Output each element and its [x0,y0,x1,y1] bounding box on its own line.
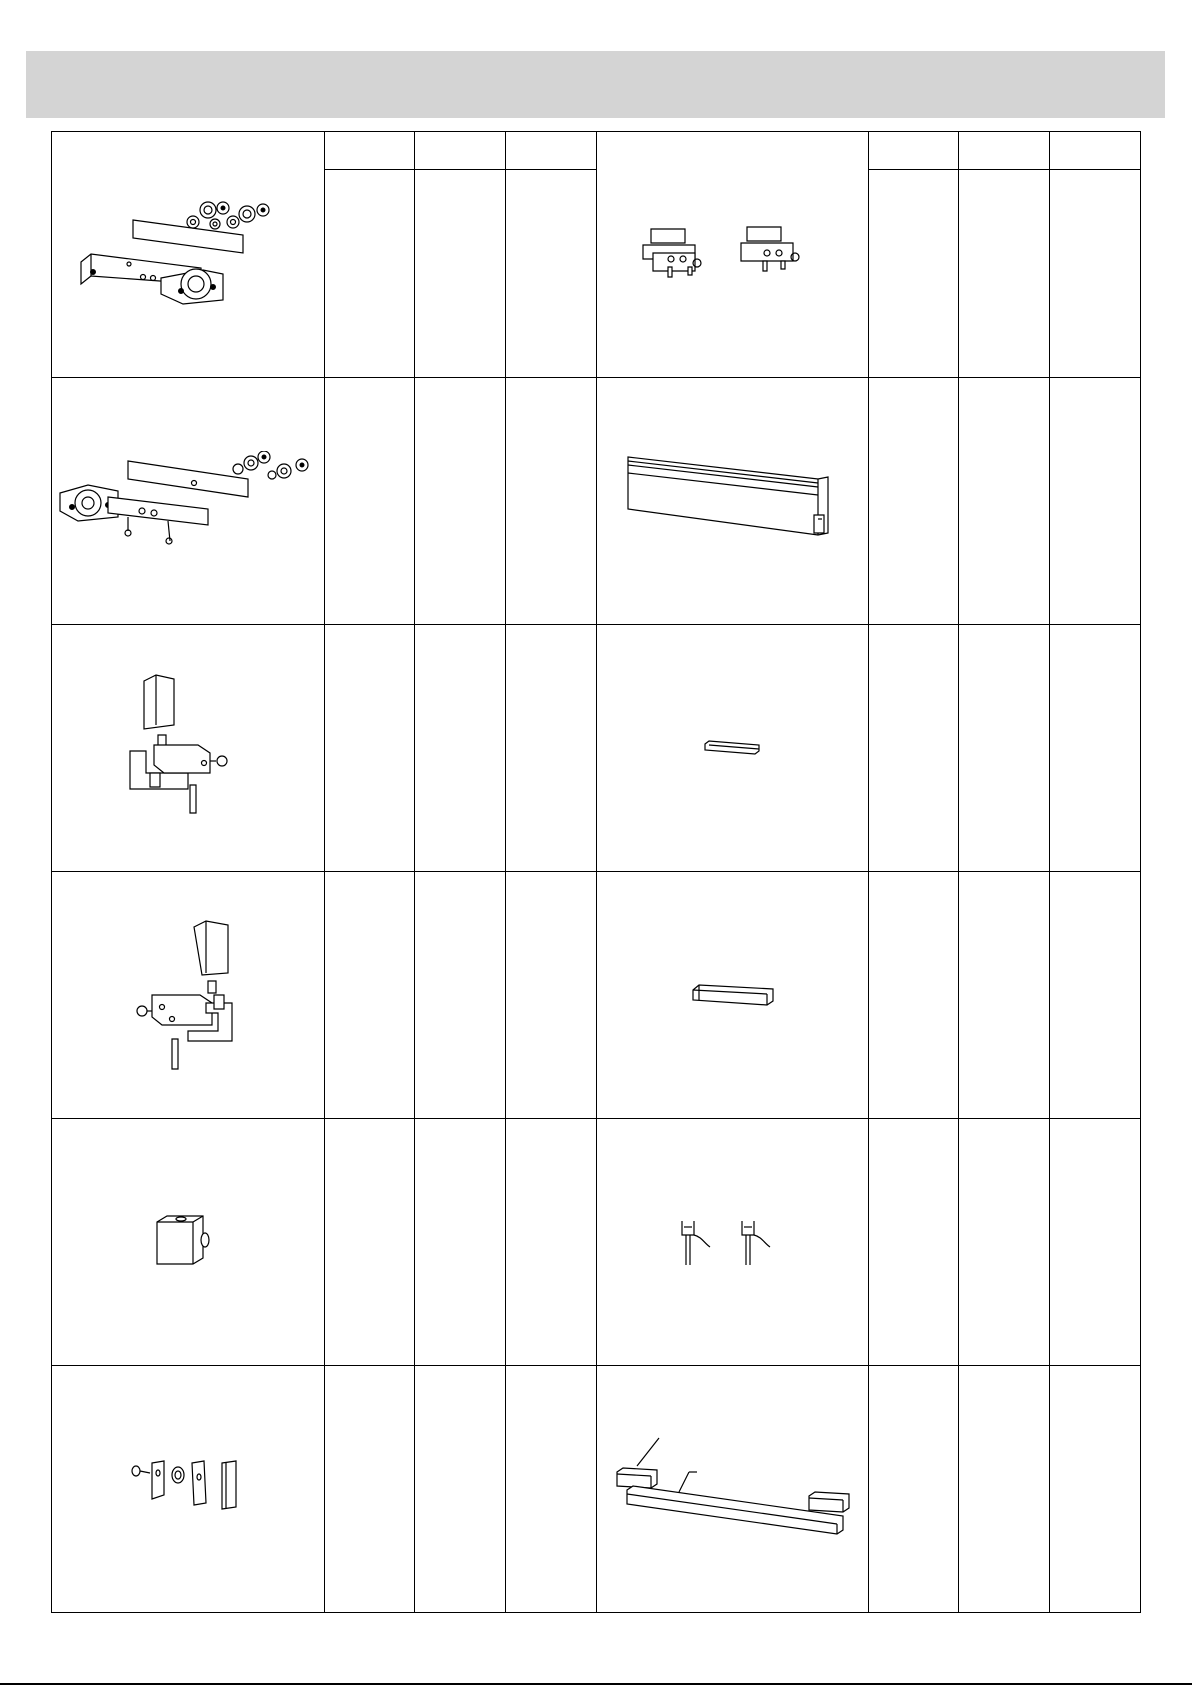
part-image-cell [597,378,869,625]
table-cell [506,1119,597,1366]
table-cell [869,1119,959,1366]
table-cell [325,872,415,1119]
table-row [52,625,1141,872]
part-image-cell [597,1119,869,1366]
table-cell [415,132,506,170]
table-cell [415,625,506,872]
table-cell [959,872,1050,1119]
part-image-cell [52,132,325,378]
table-cell [959,170,1050,378]
table-row [52,378,1141,625]
table-cell [506,170,597,378]
table-cell [506,872,597,1119]
table-cell [869,1366,959,1613]
floor-guide-bracket-icon [128,673,248,823]
table-cell [869,625,959,872]
part-image-cell [52,1366,325,1613]
part-image-cell [597,625,869,872]
table-cell [325,132,415,170]
table-cell [959,378,1050,625]
stopper-block-icon [153,1212,223,1272]
table-cell [959,132,1050,170]
top-roller-bracket-left-icon [58,451,318,551]
table-row [52,872,1141,1119]
table-cell [959,1119,1050,1366]
table-cell [1050,1366,1141,1613]
table-cell [959,625,1050,872]
handle-knob-icon [128,1459,248,1519]
part-image-cell [52,1119,325,1366]
header-band [26,51,1165,118]
glass-clamp-icon [633,215,833,295]
table-row [52,132,1141,170]
top-rail-profile-icon [618,451,848,551]
table-cell [325,1119,415,1366]
thin-strip-icon [703,738,763,758]
table-row [52,1366,1141,1613]
bottom-track-icon [613,1434,853,1544]
table-cell [1050,378,1141,625]
table-cell [415,1366,506,1613]
table-cell [1050,625,1141,872]
table-cell [1050,170,1141,378]
part-image-cell [597,1366,869,1613]
table-cell [869,170,959,378]
table-cell [869,378,959,625]
table-cell [1050,872,1141,1119]
table-cell [869,872,959,1119]
part-image-cell [597,872,869,1119]
table-cell [506,132,597,170]
part-image-cell [52,378,325,625]
part-image-cell [597,132,869,378]
table-cell [325,378,415,625]
table-cell [506,378,597,625]
table-cell [1050,1119,1141,1366]
rubber-bumper-icon [691,982,775,1008]
table-cell [415,1119,506,1366]
table-cell [1050,132,1141,170]
table-cell [415,872,506,1119]
table-row [52,1119,1141,1366]
table-cell [959,1366,1050,1613]
table-cell [415,170,506,378]
table-cell [506,625,597,872]
table-cell [325,170,415,378]
table-cell [325,625,415,872]
part-image-cell [52,625,325,872]
glass-seal-icon [678,1217,788,1267]
table-cell [869,132,959,170]
table-cell [325,1366,415,1613]
part-image-cell [52,872,325,1119]
table-cell [415,378,506,625]
parts-table [51,131,1141,1613]
top-roller-bracket-icon [73,190,303,320]
table-cell [506,1366,597,1613]
floor-guide-bracket-left-icon [128,915,248,1075]
